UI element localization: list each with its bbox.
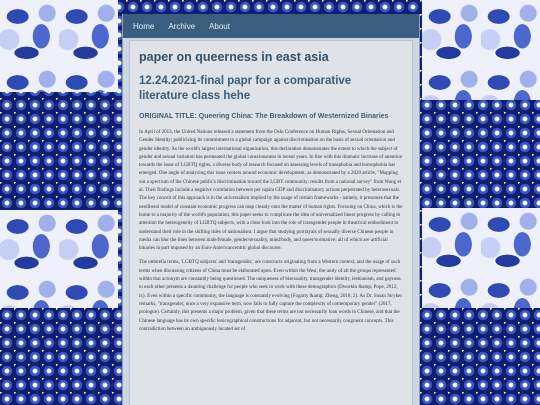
post-subtitle: ORIGINAL TITLE: Queering China: The Breakdown of Westernized Binaries [139, 113, 389, 120]
background-toile-pattern [0, 210, 118, 308]
post-title[interactable]: 12.24.2021-final papr for a comparative literature class hehe [139, 75, 352, 102]
background-toile-pattern [422, 208, 540, 308]
blog-title[interactable]: paper on queerness in east asia [139, 50, 329, 64]
post-paragraph: In April of 2013, the United Nations released a statement from the Oslo Conference on Human Rights, Sexual Orientation and Gender Identity; publicizing its commitment to a global campaign against discrimination on the basis of sexual orientation and gender identity. As the world's largest international organization, this declaration demonstrates the extent to which the subject of gender and sexual variation has permeated the global consciousness in recent years. In line with this dramatic increase of attention towards the issue of LGBTQ rights, a diverse body of research focused on assessing levels of transphobia and homophobia has emerged. One angle of analyzing this issue centers around economic development, as demonstrated by a 2020 article, "Mapping out a spectrum of the Chinese public's discrimination toward the LGBT community: results from a national survey" from Wang et al. Their findings include a negative correlation between per capita GDP and discriminatory actions perpetrated by heterosexuals. The key conceit of this approach is in the universalism implied by the usage of certain frameworks - namely, it presumes that the neoliberal model of constant economic progress can map cleanly onto the matter of human rights. Focusing on China, which is the home to a majority of the world's population, this paper seeks to complicate the idea of universalized linear progress by calling to attention the heterogeneity of LGBTQ subjects, with a close look into the role of transgender people in theatrical embodiment to understand their role in the shifting tides of nationalism. I argue that studying portrayals of sexually diverse Chinese people in media can blur the lines between male/female, gender/sexuality, mind/body, and queer/normative; all of which are artificial binaries in part imposed by an Euro-Americancentric global discourse. [139, 129, 403, 252]
blog-page [122, 14, 420, 405]
post-card [129, 40, 413, 405]
nav-about-link[interactable]: About [209, 21, 230, 31]
background-toile-pattern [0, 0, 118, 92]
background-toile-pattern [422, 0, 540, 100]
post-paragraph: The umbrella terms, 'LGBTQ subjects' and 'transgender,' are constructs originating from a Western context, and the usage of such terms when discussing citizens of China must be elaborated upon. Even within the West, the unity of all the groups represented within that acronym are constantly being questioned. The uniqueness of bisexuality, transgender identity, lesbianism, and gayness to each other presents a daunting challenge for people who seek to work with these demographics (Dworkin &amp; Pope, 2012, ix). Even within a specific community, the language is constantly evolving (Fogarty &amp; Zheng, 2018, 2). As Dr. Susan Stryker remarks, "transgender, once a very expansive term, now fails to fully capture the complexity of contemporary gender" (2017, prologue). Certainly, this presents a major problem, given that these terms are not necessarily loan words in Chinese, and that the Chinese language has its own specific lexicographical constructions for adjacent, but not necessarily congruent concepts. This contradiction between an ambiguously located set of [139, 259, 403, 332]
top-nav [123, 14, 419, 38]
nav-archive-link[interactable]: Archive [168, 21, 196, 31]
nav-home-link[interactable]: Home [133, 21, 155, 31]
